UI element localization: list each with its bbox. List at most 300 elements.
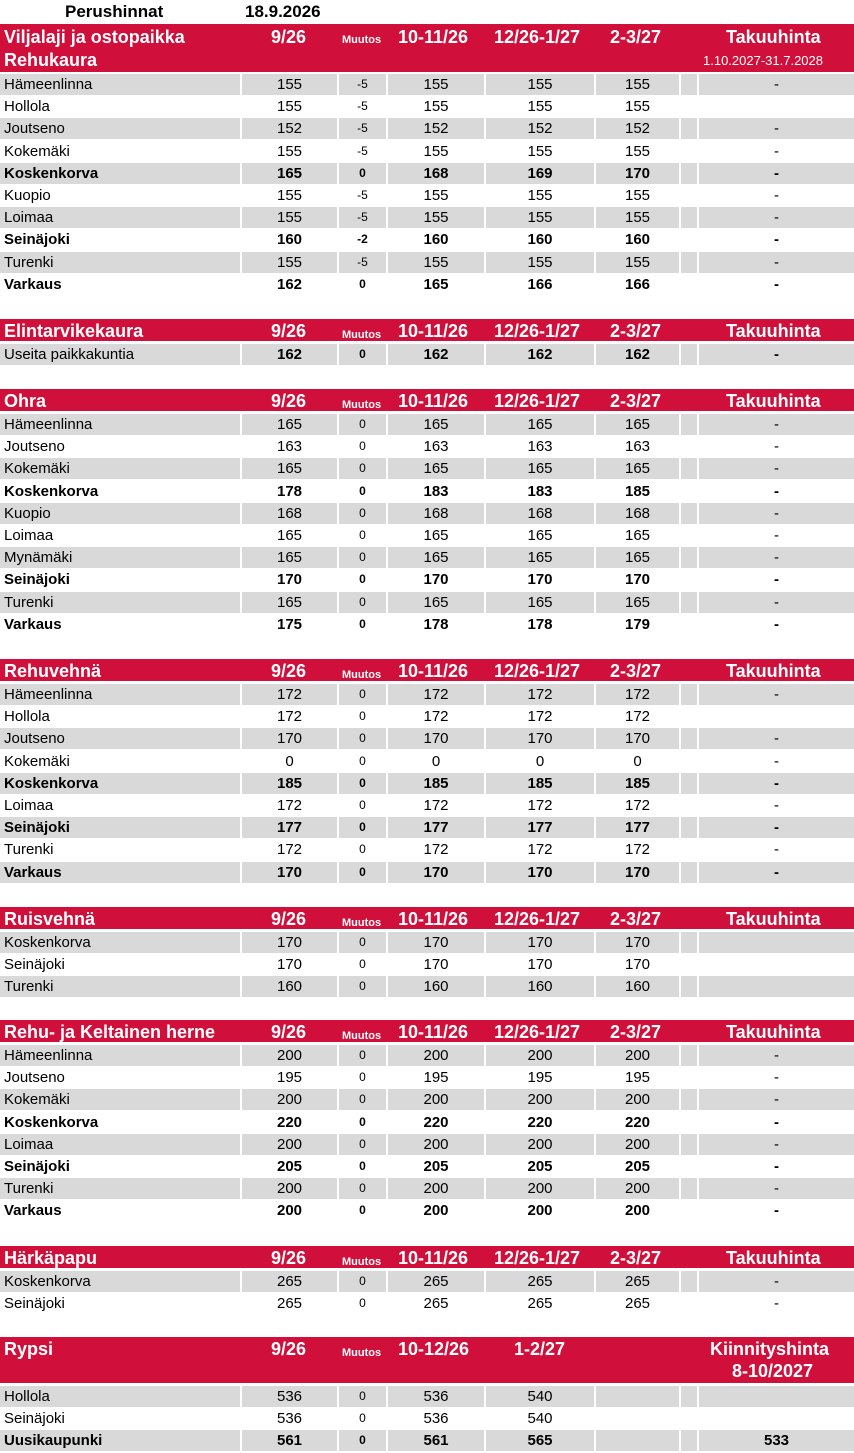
price-9-26: 155 [242, 74, 337, 95]
change-cell: 0 [339, 1045, 386, 1066]
price-period-3: 195 [527, 1069, 553, 1087]
table-row [0, 74, 854, 96]
price-period-3: 162 [486, 344, 594, 365]
guarantee-cell: - [774, 1158, 779, 1175]
col-period-4: 2-3/27 [610, 1022, 662, 1042]
price-period-2: 165 [388, 414, 484, 435]
guarantee-period: 1.10.2027-31.7.2028 [703, 53, 823, 68]
price-period-2: 200 [388, 1134, 484, 1155]
guarantee-cell: - [699, 163, 854, 184]
table-row [0, 503, 854, 525]
col-period-2: 10-11/26 [398, 1022, 469, 1042]
price-period-2: 200 [423, 1202, 449, 1220]
place-cell: Kokemäki [4, 752, 70, 770]
price-9-26: 152 [242, 118, 337, 139]
table-row [0, 592, 854, 614]
spacer-cell [681, 163, 697, 184]
price-period-2: 561 [388, 1430, 484, 1451]
spacer-cell [681, 614, 697, 635]
table-row [0, 932, 854, 954]
table-row [0, 1200, 854, 1222]
guarantee-cell [699, 1386, 854, 1407]
change-cell: 0 [339, 817, 386, 838]
table-row [0, 458, 854, 480]
change-cell: 0 [359, 1114, 366, 1129]
price-period-3: 200 [486, 1045, 594, 1066]
guarantee-cell: - [699, 344, 854, 365]
price-period-3: 166 [527, 275, 553, 293]
price-period-2: 163 [423, 438, 449, 456]
table-row [0, 706, 854, 728]
price-period-4: 155 [596, 207, 679, 228]
price-period-3: 540 [486, 1386, 594, 1407]
price-period-2: 165 [423, 275, 449, 293]
table-row [0, 976, 854, 998]
spacer-cell [681, 976, 697, 997]
price-period-2: 195 [423, 1069, 449, 1087]
place-cell: Uusikaupunki [0, 1430, 240, 1451]
table-row [0, 163, 854, 185]
place-cell: Kokemäki [0, 458, 240, 479]
place-cell: Varkaus [4, 615, 62, 633]
price-period-3: 165 [486, 547, 594, 568]
price-period-2: 165 [388, 592, 484, 613]
spacer-cell [681, 1430, 697, 1451]
price-period-3: 220 [527, 1113, 553, 1131]
price-period-2: 155 [423, 142, 449, 160]
price-period-2: 200 [388, 1178, 484, 1199]
change-cell: 0 [339, 344, 386, 365]
place-cell: Kuopio [4, 187, 51, 204]
price-period-3: 170 [486, 728, 594, 749]
spacer-cell [681, 954, 697, 975]
table-row [0, 862, 854, 884]
col-guarantee: Takuuhinta [726, 27, 821, 47]
change-cell: 0 [359, 528, 366, 542]
change-cell: 0 [339, 1386, 386, 1407]
price-period-4: 160 [624, 231, 651, 249]
price-period-3: 155 [527, 98, 553, 116]
change-cell: 0 [339, 414, 386, 435]
place-cell: Seinäjoki [4, 956, 65, 974]
table-row [0, 525, 854, 547]
spacer-cell [681, 1156, 697, 1177]
col-change: Muutos [342, 1030, 382, 1042]
sheet-title: Perushinnat [65, 2, 164, 21]
col-period-2: 10-11/26 [398, 661, 469, 681]
price-period-3: 155 [486, 207, 594, 228]
place-cell: Varkaus [4, 275, 62, 293]
place-cell: Varkaus [0, 862, 240, 883]
spacer-cell [681, 414, 697, 435]
place-cell: Useita paikkakuntia [0, 344, 240, 365]
price-period-2: 265 [423, 1295, 449, 1313]
col-2-3-27: 2-3/27 [610, 27, 662, 47]
price-period-3: 165 [527, 527, 553, 544]
spacer-cell [681, 547, 697, 568]
price-period-3: 183 [527, 482, 553, 500]
change-cell: 0 [339, 1430, 386, 1451]
change-cell: -5 [339, 207, 386, 228]
col-change: Muutos [342, 1347, 382, 1359]
table-row [0, 207, 854, 229]
price-9-26: 172 [276, 841, 303, 859]
table-row [0, 1112, 854, 1134]
spacer-cell [681, 252, 697, 273]
price-period-4: 152 [596, 118, 679, 139]
col-period-4: 2-3/27 [610, 1248, 662, 1268]
table-row [0, 839, 854, 861]
price-period-2: 170 [388, 728, 484, 749]
place-cell: Loimaa [0, 1134, 240, 1155]
price-9-26: 165 [242, 592, 337, 613]
price-period-4 [596, 1408, 679, 1429]
spacer-cell [681, 1408, 697, 1429]
sheet-title-row [0, 0, 854, 24]
price-9-26: 172 [276, 708, 303, 726]
price-9-26: 0 [285, 752, 294, 770]
guarantee-cell: - [699, 1089, 854, 1110]
guarantee-cell: - [774, 752, 779, 770]
place-cell: Loimaa [4, 797, 54, 814]
guarantee-cell [699, 706, 854, 727]
price-9-26: 195 [276, 1069, 303, 1087]
price-period-2: 172 [423, 841, 449, 859]
price-period-4: 155 [624, 98, 651, 116]
place-cell: Seinäjoki [4, 571, 70, 589]
price-period-3: 163 [527, 438, 553, 456]
change-cell: 0 [359, 1296, 366, 1311]
price-period-4: 200 [596, 1045, 679, 1066]
table-row [0, 436, 854, 458]
price-9-26: 170 [276, 571, 303, 589]
spacer-cell [681, 1293, 697, 1314]
change-cell: 0 [359, 1159, 366, 1173]
price-9-26: 170 [276, 956, 303, 974]
price-period-4: 162 [596, 344, 679, 365]
price-9-26: 163 [276, 438, 303, 456]
price-9-26: 165 [242, 163, 337, 184]
spacer-cell [681, 569, 697, 590]
change-cell: 0 [339, 547, 386, 568]
price-period-3: 165 [486, 592, 594, 613]
price-period-4: 170 [624, 571, 651, 589]
price-period-4: 195 [624, 1069, 651, 1087]
table-row [0, 773, 854, 795]
place-cell: Koskenkorva [0, 163, 240, 184]
spacer-cell [681, 728, 697, 749]
change-cell: 0 [359, 798, 366, 812]
col-guarantee: Kiinnityshinta [710, 1339, 830, 1359]
price-period-4: 170 [596, 728, 679, 749]
price-period-2: 170 [388, 932, 484, 953]
guarantee-cell: - [699, 1271, 854, 1292]
col-9-26: 9/26 [271, 27, 307, 47]
price-9-26: 200 [242, 1089, 337, 1110]
price-period-4: 0 [633, 752, 642, 770]
place-cell: Koskenkorva [0, 1271, 240, 1292]
change-cell: 0 [339, 684, 386, 705]
price-9-26: 160 [276, 231, 303, 249]
price-period-4: 172 [624, 797, 651, 814]
table-row [0, 1134, 854, 1156]
col-period-3: 12/26-1/27 [494, 321, 581, 341]
table-row [0, 817, 854, 839]
guarantee-cell: - [699, 118, 854, 139]
price-period-4: 155 [596, 74, 679, 95]
change-cell: -2 [357, 232, 368, 247]
header-rehukaura [0, 24, 854, 72]
col-period-2: 10-11/26 [398, 909, 469, 929]
guarantee-cell: - [774, 275, 779, 293]
spacer-cell [681, 458, 697, 479]
guarantee-cell: - [699, 684, 854, 705]
change-cell: 0 [339, 1178, 386, 1199]
col-period-1: 9/26 [271, 1248, 307, 1268]
col-change: Muutos [342, 917, 382, 929]
section-title: Rehu- ja Keltainen herne [4, 1022, 216, 1042]
price-period-3: 165 [486, 414, 594, 435]
price-period-2: 178 [423, 615, 449, 633]
guarantee-cell: - [774, 615, 779, 633]
change-cell: -5 [339, 118, 386, 139]
table-row [0, 118, 854, 140]
place-cell: Joutseno [4, 1069, 65, 1087]
price-period-2: 160 [388, 976, 484, 997]
guarantee-cell: - [774, 1113, 779, 1131]
price-period-3: 170 [527, 571, 553, 589]
price-period-2: 162 [388, 344, 484, 365]
price-period-2: 165 [423, 527, 449, 544]
price-period-4: 170 [596, 862, 679, 883]
price-period-3: 200 [486, 1178, 594, 1199]
price-period-4: 155 [624, 142, 651, 160]
guarantee-cell: - [699, 1045, 854, 1066]
price-9-26: 265 [276, 1295, 303, 1313]
price-period-4: 220 [624, 1113, 651, 1131]
place-cell: Koskenkorva [0, 773, 240, 794]
spacer-cell [681, 1089, 697, 1110]
col-period-3: 12/26-1/27 [494, 661, 581, 681]
guarantee-cell: 533 [699, 1430, 854, 1451]
change-cell: 0 [339, 1089, 386, 1110]
table-row [0, 614, 854, 636]
price-period-4 [596, 1430, 679, 1451]
place-cell: Koskenkorva [0, 932, 240, 953]
price-period-2: 170 [388, 862, 484, 883]
price-period-2: 172 [423, 797, 449, 814]
guarantee-cell: - [699, 1134, 854, 1155]
col-period-1: 9/26 [271, 1339, 307, 1359]
table-row [0, 229, 854, 251]
price-period-4: 185 [624, 482, 651, 500]
price-period-4: 165 [596, 414, 679, 435]
price-period-4: 165 [596, 458, 679, 479]
price-9-26: 178 [276, 482, 303, 500]
spacer-cell [681, 207, 697, 228]
change-cell: 0 [339, 163, 386, 184]
price-9-26: 536 [242, 1386, 337, 1407]
price-9-26: 170 [242, 728, 337, 749]
section-title: Rehukaura [4, 50, 98, 70]
change-cell: 0 [359, 753, 366, 768]
change-cell: 0 [359, 276, 366, 291]
price-period-3: 168 [486, 503, 594, 524]
guarantee-cell: - [699, 1178, 854, 1199]
place-cell: Seinäjoki [4, 231, 70, 249]
price-period-2: 172 [388, 684, 484, 705]
price-9-26: 536 [276, 1410, 303, 1428]
price-period-3: 172 [527, 708, 553, 726]
price-period-3: 172 [486, 684, 594, 705]
spacer-cell [681, 503, 697, 524]
spacer-cell [681, 74, 697, 95]
place-cell: Turenki [0, 252, 240, 273]
change-cell: 0 [359, 483, 366, 498]
place-cell: Mynämäki [0, 547, 240, 568]
col-period-4: 2-3/27 [610, 909, 662, 929]
price-period-2: 170 [423, 571, 449, 589]
change-cell: 0 [359, 1411, 366, 1426]
place-cell: Seinäjoki [4, 1158, 70, 1175]
price-period-2: 205 [423, 1158, 449, 1175]
section-header [0, 319, 854, 341]
price-9-26: 160 [242, 976, 337, 997]
col-change: Muutos [342, 34, 382, 46]
guarantee-period: 8-10/2027 [732, 1361, 814, 1381]
price-period-2: 185 [388, 773, 484, 794]
table-row [0, 954, 854, 976]
place-cell: Joutseno [4, 438, 65, 456]
section-header [0, 389, 854, 411]
col-period-1: 9/26 [271, 321, 307, 341]
price-9-26: 200 [242, 1134, 337, 1155]
guarantee-cell [699, 954, 854, 975]
place-cell: Hollola [4, 98, 50, 116]
change-cell: -5 [357, 99, 368, 114]
price-period-2: 200 [388, 1089, 484, 1110]
spacer-cell [681, 684, 697, 705]
guarantee-cell: - [699, 547, 854, 568]
price-period-3: 565 [486, 1430, 594, 1451]
change-cell: 0 [359, 709, 366, 724]
spacer-cell [681, 1271, 697, 1292]
price-period-3: 540 [527, 1410, 553, 1428]
table-row [0, 1089, 854, 1111]
guarantee-cell: - [699, 458, 854, 479]
price-period-3: 200 [486, 1089, 594, 1110]
change-cell: 0 [339, 773, 386, 794]
price-period-4: 170 [596, 932, 679, 953]
table-row [0, 1271, 854, 1293]
col-change: Muutos [342, 329, 382, 341]
crop-place-heading: Viljalaji ja ostopaikka [4, 27, 185, 47]
change-cell: 0 [359, 439, 366, 454]
spacer-cell [681, 839, 697, 860]
place-cell: Koskenkorva [4, 1113, 99, 1131]
price-period-4: 165 [624, 527, 651, 544]
section-title: Ohra [4, 391, 47, 411]
price-9-26: 561 [242, 1430, 337, 1451]
price-period-3: 177 [486, 817, 594, 838]
change-cell: 0 [339, 592, 386, 613]
section-header [0, 1337, 854, 1383]
price-period-4: 265 [624, 1295, 651, 1313]
change-cell: 0 [359, 842, 366, 857]
spacer-cell [681, 344, 697, 365]
guarantee-cell: - [774, 1202, 779, 1220]
col-period-3: 12/26-1/27 [494, 909, 581, 929]
price-period-4 [596, 1386, 679, 1407]
spacer-cell [681, 1200, 697, 1221]
col-period-2: 10-11/26 [398, 321, 469, 341]
price-period-4: 170 [596, 163, 679, 184]
price-period-3: 170 [486, 932, 594, 953]
price-period-3: 155 [527, 187, 553, 204]
place-cell: Seinäjoki [4, 1410, 65, 1428]
price-period-4: 172 [596, 684, 679, 705]
price-period-2: 168 [388, 503, 484, 524]
place-cell: Seinäjoki [0, 817, 240, 838]
col-period-1: 9/26 [271, 1022, 307, 1042]
guarantee-cell: - [699, 728, 854, 749]
place-cell: Turenki [0, 976, 240, 997]
change-cell: 0 [339, 976, 386, 997]
price-period-4: 205 [624, 1158, 651, 1175]
place-cell: Hämeenlinna [0, 684, 240, 705]
price-9-26: 200 [242, 1045, 337, 1066]
price-period-2: 172 [423, 708, 449, 726]
place-cell: Varkaus [4, 1202, 62, 1220]
price-period-2: 165 [388, 547, 484, 568]
place-cell: Joutseno [0, 118, 240, 139]
col-period-3: 1-2/27 [514, 1339, 566, 1359]
price-period-3: 152 [486, 118, 594, 139]
col-period-2: 10-11/26 [398, 1248, 469, 1268]
table-row [0, 252, 854, 274]
change-cell: 0 [359, 1070, 366, 1085]
col-guarantee: Takuuhinta [726, 909, 821, 929]
change-cell: 0 [359, 616, 366, 631]
change-cell: 0 [359, 572, 366, 587]
col-period-4: 2-3/27 [610, 391, 662, 411]
price-period-4: 185 [596, 773, 679, 794]
table-row [0, 185, 854, 207]
guarantee-cell: - [774, 797, 779, 814]
price-9-26: 155 [276, 187, 303, 204]
table-row [0, 141, 854, 163]
price-period-2: 160 [423, 231, 449, 249]
change-cell: 0 [339, 503, 386, 524]
price-9-26: 185 [242, 773, 337, 794]
col-change: Muutos [342, 399, 382, 411]
guarantee-cell: - [699, 414, 854, 435]
price-period-4: 155 [596, 252, 679, 273]
spacer-cell [681, 773, 697, 794]
guarantee-cell: - [699, 773, 854, 794]
place-cell: Hollola [4, 708, 50, 726]
change-cell: 0 [339, 932, 386, 953]
change-cell: -5 [357, 188, 368, 202]
spacer-cell [681, 1178, 697, 1199]
col-period-3: 12/26-1/27 [494, 391, 581, 411]
col-period-2: 10-11/26 [398, 391, 469, 411]
price-period-2: 536 [423, 1410, 449, 1428]
table-row [0, 1430, 854, 1452]
price-period-2: 155 [388, 207, 484, 228]
spacer-cell [681, 1045, 697, 1066]
price-period-2: 220 [423, 1113, 449, 1131]
